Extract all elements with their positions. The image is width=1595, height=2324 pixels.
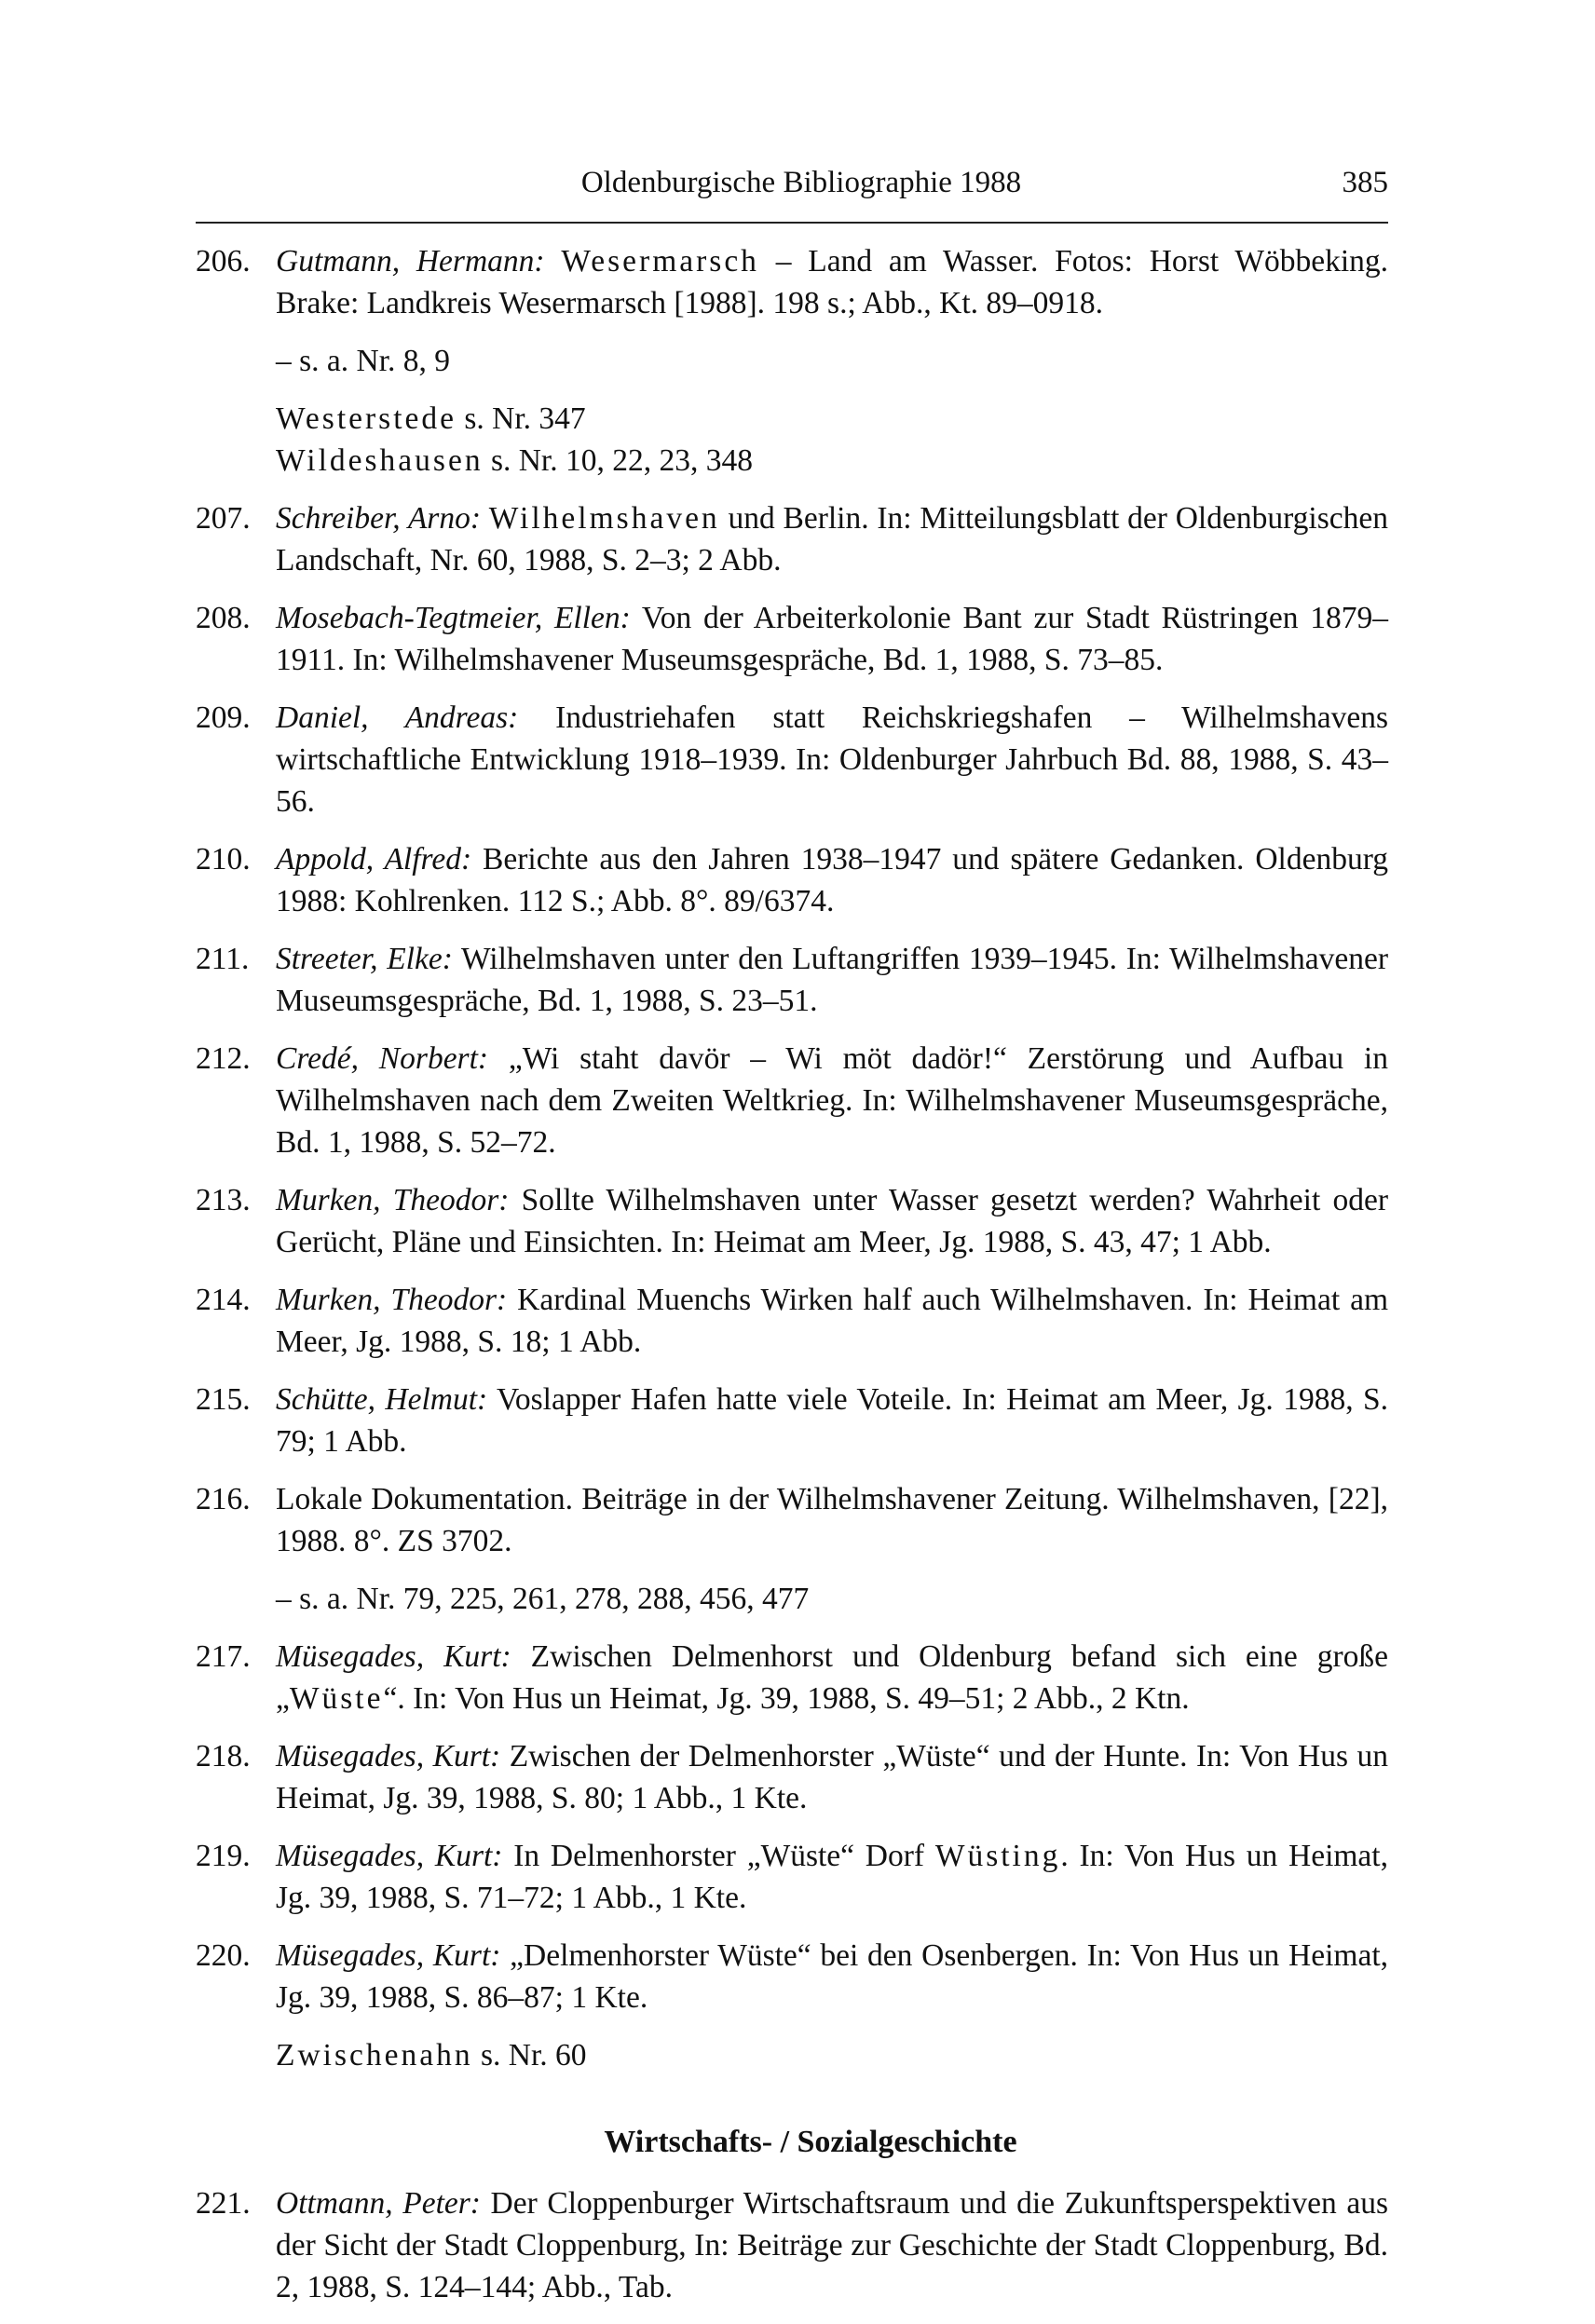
entry-keyword: Wesermarsch <box>561 244 759 279</box>
entry-206 <box>196 240 1388 324</box>
entry-221 <box>196 2182 1388 2308</box>
entry-209 <box>196 697 1388 822</box>
entry-number: 220. <box>196 1938 251 1973</box>
entry-text: Zwischen der Delmenhorster „Wüste“ und der Hunte. In: Von Hus un Heimat, Jg. 39, 1988, S. 80; 1 Abb., 1 Kte. <box>276 1739 1388 1815</box>
place-ref-text: s. Nr. 347 <box>457 401 586 436</box>
entry-text: Sollte Wilhelmshaven unter Wasser gesetzt werden? Wahrheit oder Gerücht, Pläne und Einsichten. In: Heimat am Meer, Jg. 1988, S. 43, 47; 1 Abb. <box>276 1183 1388 1259</box>
entry-author: Müsegades, Kurt: <box>276 1839 503 1873</box>
entry-author: Gutmann, Hermann: <box>276 244 545 279</box>
entry-author: Ottmann, Peter: <box>276 2186 481 2221</box>
entry-208 <box>196 597 1388 681</box>
entry-215 <box>196 1379 1388 1462</box>
header-rule <box>196 222 1388 224</box>
entry-author: Appold, Alfred: <box>276 842 472 877</box>
entry-text: Lokale Dokumentation. Beiträge in der Wilhelmshavener Zeitung. Wilhelmshaven, [22], 1988. 8°. ZS 3702. <box>276 1482 1388 1558</box>
entry-author: Schreiber, Arno: <box>276 501 481 536</box>
entry-number: 215. <box>196 1382 251 1417</box>
place-name: Westerstede <box>276 401 457 436</box>
entry-text: Kardinal Muenchs Wirken half auch Wilhelmshaven. In: Heimat am Meer, Jg. 1988, S. 18; 1 Abb. <box>276 1283 1389 1359</box>
entry-212 <box>196 1038 1388 1163</box>
entry-number: 209. <box>196 700 251 735</box>
entry-219 <box>196 1835 1388 1919</box>
entry-text-tail: “. In: Von Hus un Heimat, Jg. 39, 1988, S. 49–51; 2 Abb., 2 Ktn. <box>383 1681 1190 1716</box>
bibliography-body <box>196 240 1388 2324</box>
entry-213 <box>196 1179 1388 1263</box>
entry-number: 219. <box>196 1839 251 1873</box>
entry-number: 206. <box>196 244 251 279</box>
entry-211 <box>196 938 1388 1022</box>
entry-keyword: Wüste <box>289 1681 384 1716</box>
entry-keyword: Wilhelmshaven <box>488 501 720 536</box>
running-title: Oldenburgische Bibliographie 1988 <box>580 166 1022 199</box>
entry-210 <box>196 838 1388 922</box>
running-head <box>196 166 1407 222</box>
entry-author: Credé, Norbert: <box>276 1041 489 1076</box>
entry-author: Streeter, Elke: <box>276 942 453 976</box>
entry-text: Zwischen Delmenhorst und Oldenburg befand sich eine große „ <box>276 1639 1388 1716</box>
entry-text: Industriehafen statt Reichskriegshafen – Wilhelmshavens wirtschaftliche Entwicklung 1918–1939. In: Oldenburger Jahrbuch Bd. 88, 1988, S. 43–56. <box>276 700 1389 819</box>
entry-number: 214. <box>196 1283 251 1317</box>
place-ref-text: s. Nr. 10, 22, 23, 348 <box>483 443 753 478</box>
entry-number: 217. <box>196 1639 251 1674</box>
see-also-ref: – s. a. Nr. 79, 225, 261, 278, 288, 456, 477 <box>276 1582 810 1616</box>
entry-number: 208. <box>196 601 251 635</box>
entry-218 <box>196 1735 1388 1819</box>
see-also-ref: – s. a. Nr. 8, 9 <box>276 344 451 378</box>
place-ref-westerstede <box>196 398 1388 440</box>
entry-text: „Delmenhorster Wüste“ bei den Osenbergen. In: Von Hus un Heimat, Jg. 39, 1988, S. 86–87; 1 Kte. <box>276 1938 1389 2015</box>
entry-author: Müsegades, Kurt: <box>276 1938 501 1973</box>
place-ref-text: s. Nr. 60 <box>472 2038 587 2073</box>
entry-number: 212. <box>196 1041 251 1076</box>
entry-text: Wilhelmshaven unter den Luftangriffen 1939–1945. In: Wilhelmshavener Museumsgespräche, Bd. 1, 1988, S. 23–51. <box>276 942 1388 1018</box>
entry-number: 210. <box>196 842 251 877</box>
entry-text: Berichte aus den Jahren 1938–1947 und spätere Gedanken. Oldenburg 1988: Kohlrenken. 112 S.; Abb. 8°. 89/6374. <box>276 842 1388 918</box>
entry-number: 211. <box>196 942 250 976</box>
entry-text: Voslapper Hafen hatte viele Voteile. In: Heimat am Meer, Jg. 1988, S. 79; 1 Abb. <box>276 1382 1388 1459</box>
entry-text-tail: . In: Von Hus un Heimat, Jg. 39, 1988, S. 71–72; 1 Abb., 1 Kte. <box>276 1839 1388 1915</box>
entry-author: Murken, Theodor: <box>276 1183 510 1217</box>
entry-number: 221. <box>196 2186 251 2221</box>
entry-author: Müsegades, Kurt: <box>276 1639 511 1674</box>
page-number: 385 <box>1342 166 1388 199</box>
entry-216 <box>196 1478 1388 1562</box>
place-ref-zwischenahn <box>196 2034 1388 2076</box>
entry-keyword: Wüsting <box>934 1839 1061 1873</box>
entry-text: Von der Arbeiterkolonie Bant zur Stadt Rüstringen 1879–1911. In: Wilhelmshavener Museumsgespräche, Bd. 1, 1988, S. 73–85. <box>276 601 1389 677</box>
entry-214 <box>196 1279 1388 1363</box>
entry-number: 218. <box>196 1739 251 1774</box>
entry-author: Mosebach-Tegtmeier, Ellen: <box>276 601 631 635</box>
place-name: Wildeshausen <box>276 443 484 478</box>
entry-number: 213. <box>196 1183 251 1217</box>
entry-text: – Land am Wasser. Fotos: Horst Wöbbeking. Brake: Landkreis Wesermarsch [1988]. 198 s.; Abb., Kt. 89–0918. <box>276 244 1389 320</box>
entry-text: Der Cloppenburger Wirtschaftsraum und die Zukunftsperspektiven aus der Sicht der Stadt Cloppenburg, In: Beiträge zur Geschichte der Stadt Cloppenburg, Bd. 2, 1988, S. 124–144; Abb., Tab. <box>276 2186 1388 2304</box>
entry-217 <box>196 1636 1388 1719</box>
section-heading: Wirtschafts- / Sozialgeschichte <box>604 2125 1017 2159</box>
entry-number: 216. <box>196 1482 251 1516</box>
entry-number: 207. <box>196 501 251 536</box>
entry-220 <box>196 1935 1388 2018</box>
entry-207 <box>196 497 1388 581</box>
entry-text: „Wi staht davör – Wi möt dadör!“ Zerstörung und Aufbau in Wilhelmshaven nach dem Zweiten Weltkrieg. In: Wilhelmshavener Museumsgespräche, Bd. 1, 1988, S. 52–72. <box>276 1041 1388 1160</box>
entry-author: Murken, Theodor: <box>276 1283 508 1317</box>
entry-text: In Delmenhorster „Wüste“ Dorf <box>502 1839 935 1873</box>
entry-author: Schütte, Helmut: <box>276 1382 488 1417</box>
place-name: Zwischenahn <box>276 2038 473 2073</box>
entry-author: Daniel, Andreas: <box>276 700 519 735</box>
entry-author: Müsegades, Kurt: <box>276 1739 501 1774</box>
place-ref-wildeshausen <box>196 440 1388 482</box>
entry-text: und Berlin. In: Mitteilungsblatt der Oldenburgischen Landschaft, Nr. 60, 1988, S. 2–3; 2 Abb. <box>276 501 1388 578</box>
